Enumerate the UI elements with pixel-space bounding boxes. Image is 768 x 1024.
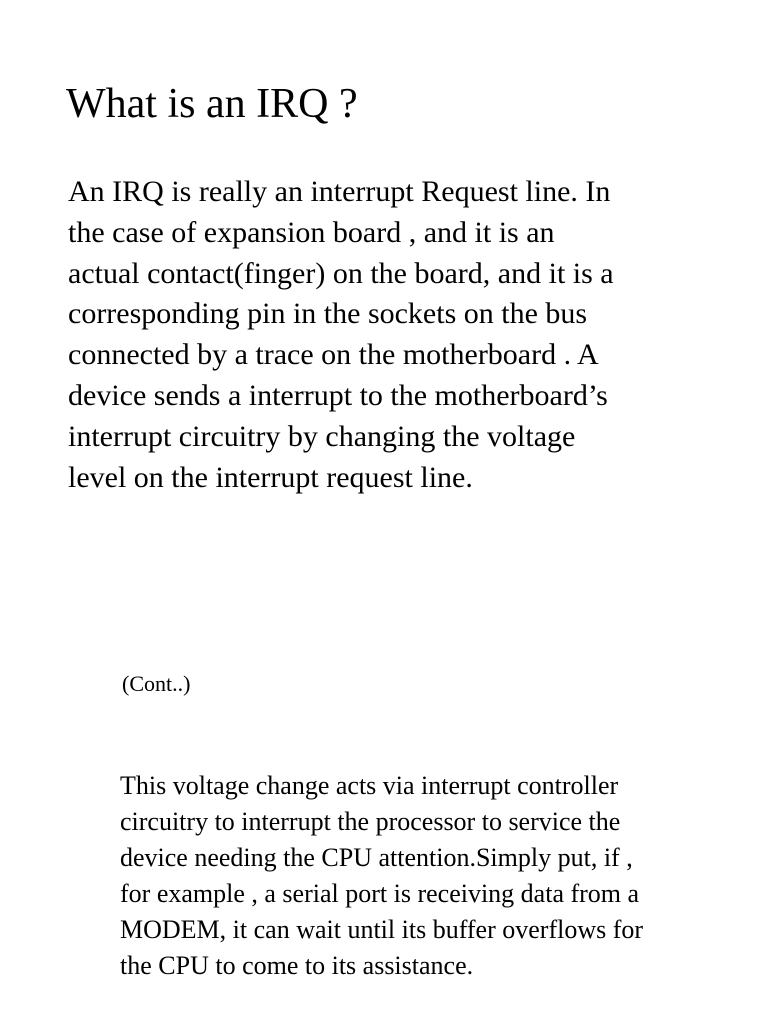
- text-line: device needing the CPU attention.Simply put, if ,: [120, 843, 633, 872]
- text-line: actual contact(finger) on the board, and it is a: [68, 256, 614, 290]
- text-line: This voltage change acts via interrupt controller: [120, 771, 619, 800]
- text-line: connected by a trace on the motherboard . A: [68, 338, 599, 372]
- irq-definition-paragraph: [68, 172, 728, 498]
- text-line: MODEM, it can wait until its buffer overflows for: [120, 915, 644, 944]
- text-line: the case of expansion board , and it is an: [68, 215, 555, 249]
- continued-label: (Cont..): [122, 671, 191, 696]
- voltage-change-paragraph: [120, 768, 740, 984]
- text-line: for example , a serial port is receiving data from a: [120, 879, 640, 908]
- text-line: corresponding pin in the sockets on the bus: [68, 297, 588, 331]
- text-line: An IRQ is really an interrupt Request line. In: [68, 175, 611, 208]
- text-line: interrupt circuitry by changing the voltage: [68, 419, 576, 453]
- text-line: the CPU to come to its assistance.: [120, 951, 474, 980]
- page-title: What is an IRQ ?: [66, 81, 358, 127]
- text-line: level on the interrupt request line.: [68, 460, 473, 494]
- text-line: circuitry to interrupt the processor to service the: [120, 807, 621, 836]
- text-line: device sends a interrupt to the motherboard’s: [68, 378, 608, 412]
